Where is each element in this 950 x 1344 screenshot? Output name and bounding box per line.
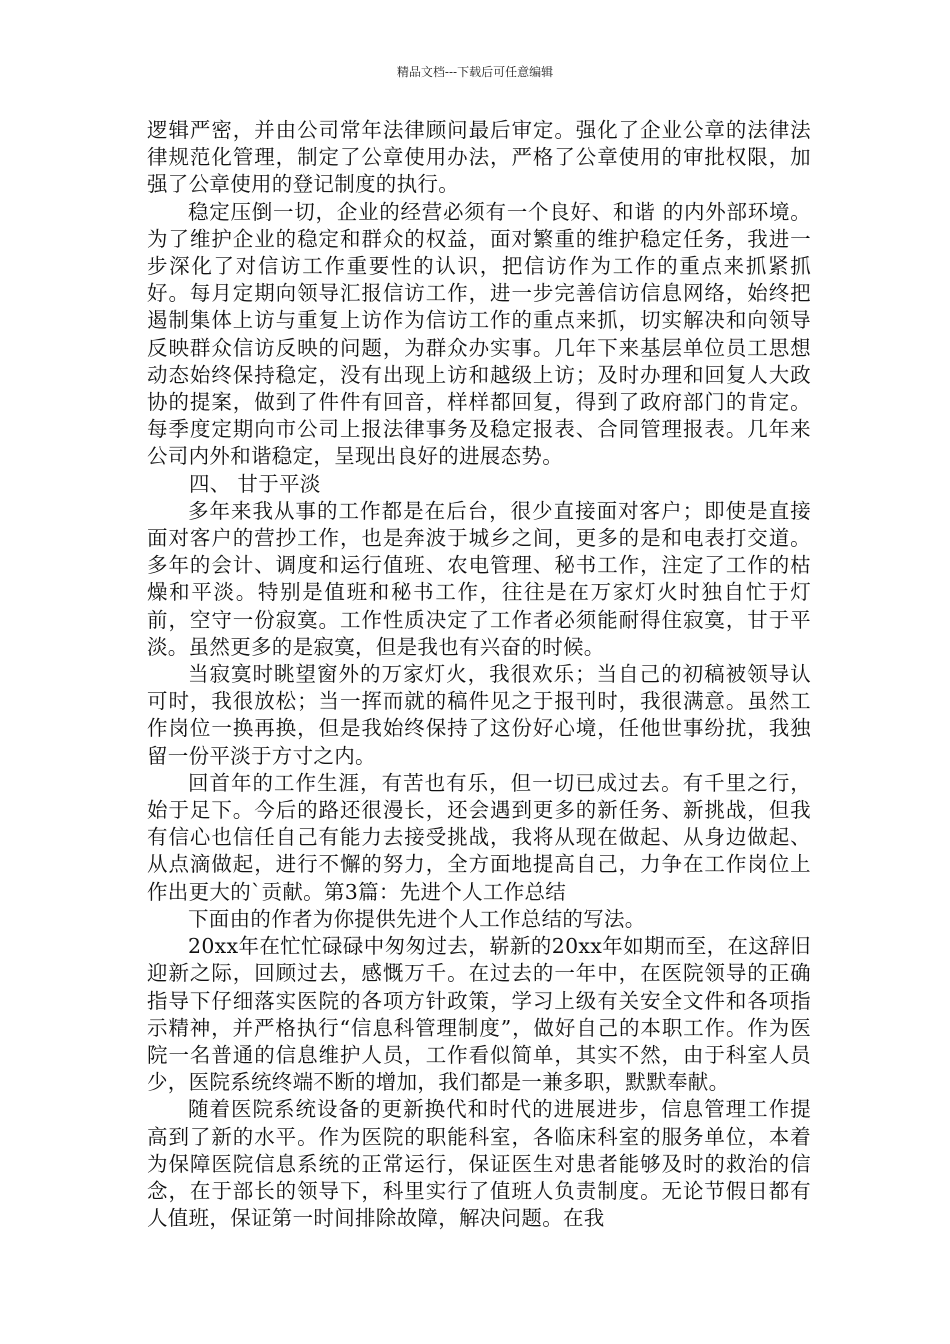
page-header: 精品文档---下载后可任意编辑 — [396, 65, 554, 79]
paragraph-backstage-work: 多年来我从事的工作都是在后台，很少直接面对客户；即使是直接面对客户的营抄工作，也是奔波于城乡之间，更多的是和电表打交道。多年的会计、调度和运行值班、农电管理、秘书工作，注定了工作的枯燥和平淡。特别是值班和秘书工作，往往是在万家灯火时独自忙于灯前，空守一份寂寞。工作性质决定了工作者必须能耐得住寂寞，甘于平淡。虽然更多的是寂寞，但是我也有兴奋的时候。 — [147, 498, 811, 659]
section-heading-four: 四、 甘于平淡 — [189, 471, 321, 496]
paragraph-year-review: 20xx年在忙忙碌碌中匆匆过去，崭新的20xx年如期而至，在这辞旧迎新之际，回顾过去，感慨万千。在过去的一年中，在医院领导的正确指导下仔细落实医院的各项方针政策，学习上级有关安全文件和各项指示精神，并严格执行“信息科管理制度”，做好自己的本职工作。作为医院一名普通的信息维护人员，工作看似简单，其实不然，由于科室人员少，医院系统终端不断的增加，我们都是一兼多职，默默奉献。 — [147, 934, 811, 1095]
paragraph-looking-back: 回首年的工作生涯，有苦也有乐，但一切已成过去。有千里之行，始于足下。今后的路还很漫长，还会遇到更多的新任务、新挑战，但我有信心也信任自己有能力去接受挑战，我将从现在做起、从身边做起、从点滴做起，进行不懈的努力，全方面地提高自己，力争在工作岗位上作出更大的`贡献。第3篇：先进个人工作总结 — [147, 770, 811, 904]
paragraph-legal-seal: 逻辑严密，并由公司常年法律顾问最后审定。强化了企业公章的法律法律规范化管理，制定了公章使用办法，严格了公章使用的审批权限，加强了公章使用的登记制度的执行。 — [147, 118, 811, 197]
document-body — [147, 117, 811, 1232]
paragraph-intro-summary: 下面由的作者为你提供先进个人工作总结的写法。 — [188, 906, 646, 931]
paragraph-lonely-joy: 当寂寞时眺望窗外的万家灯火，我很欢乐；当自己的初稿被领导认可时，我很放松；当一挥而就的稿件见之于报刊时，我很满意。虽然工作岗位一换再换，但是我始终保持了这份好心境，任他世事纷扰，我独留一份平淡于方寸之内。 — [147, 662, 811, 768]
paragraph-stability: 稳定压倒一切，企业的经营必须有一个良好、和谐 的内外部环境。为了维护企业的稳定和群众的权益，面对繁重的维护稳定任务，我进一步深化了对信访工作重要性的认识，把信访作为工作的重点来抓紧抓好。每月定期向领导汇报信访工作，进一步完善信访信息网络，始终把遏制集体上访与重复上访作为信访工作的重点来抓，切实解决和向领导反映群众信访反映的问题，为群众办实事。几年下来基层单位员工思想动态始终保持稳定，没有出现上访和越级上访；及时办理和回复人大政协的提案，做到了件件有回音，样样都回复，得到了政府部门的肯定。每季度定期向市公司上报法律事务及稳定报表、合同管理报表。几年来公司内外和谐稳定，呈现出良好的进展态势。 — [147, 199, 811, 469]
paragraph-info-management: 随着医院系统设备的更新换代和时代的进展进步，信息管理工作提高到了新的水平。作为医院的职能科室，各临床科室的服务单位，本着为保障医院信息系统的正常运行，保证医生对患者能够及时的救治的信念，在于部长的领导下，科里实行了值班人负责制度。无论节假日都有人值班，保证第一时间排除故障，解决问题。在我 — [147, 1097, 811, 1231]
